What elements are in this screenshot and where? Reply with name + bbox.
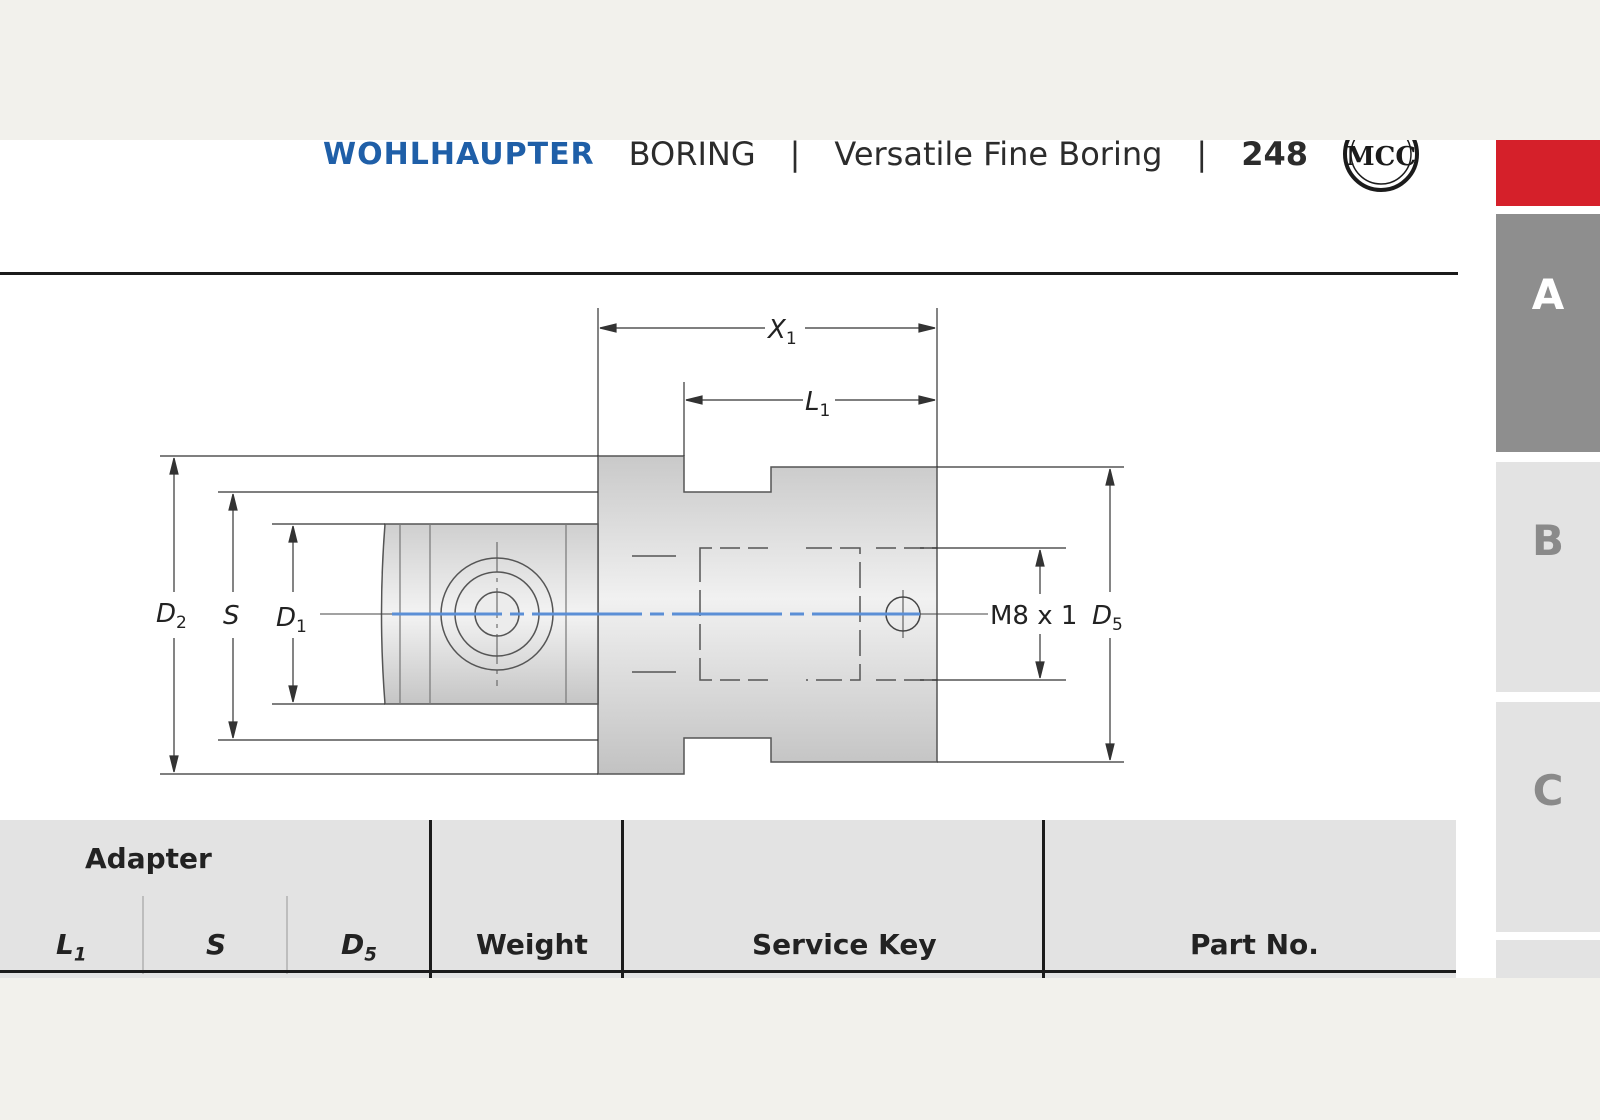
col-divider bbox=[142, 896, 144, 974]
svg-text:MCC: MCC bbox=[1345, 142, 1417, 172]
page-number: 248 bbox=[1241, 140, 1308, 173]
tab-accent[interactable] bbox=[1496, 140, 1600, 206]
col-divider bbox=[621, 820, 624, 978]
col-weight: Weight bbox=[476, 928, 588, 961]
label-d2: $D_2$ bbox=[156, 599, 187, 633]
col-divider bbox=[286, 896, 288, 974]
label-d1: $D_1$ bbox=[276, 603, 307, 637]
col-divider bbox=[429, 820, 432, 978]
label-thread: M8 x 1 bbox=[990, 601, 1078, 631]
tab-a[interactable]: A bbox=[1496, 214, 1600, 452]
spec-table-header bbox=[0, 820, 1456, 978]
catalog-page bbox=[0, 140, 1600, 978]
brand-name: WOHLHAUPTER bbox=[323, 140, 595, 172]
table-bottom-rule bbox=[0, 970, 1456, 973]
header-separator-2: | bbox=[1196, 140, 1208, 173]
col-d5: $D_5$ bbox=[341, 928, 377, 966]
section-title: BORING bbox=[628, 140, 756, 173]
section-subtitle: Versatile Fine Boring bbox=[834, 140, 1163, 173]
adapter-technical-drawing bbox=[0, 280, 1460, 820]
label-x1: $X_1$ bbox=[768, 315, 797, 349]
tab-c[interactable]: C bbox=[1496, 702, 1600, 932]
tab-b[interactable]: B bbox=[1496, 462, 1600, 692]
label-d5: $D_5$ bbox=[1092, 601, 1123, 635]
label-l1: $L_1$ bbox=[805, 387, 831, 421]
col-s: S bbox=[206, 928, 227, 961]
adapter-body bbox=[320, 456, 988, 774]
header-rule bbox=[0, 272, 1458, 275]
header-separator: | bbox=[789, 140, 801, 173]
col-service-key: Service Key bbox=[752, 928, 937, 961]
col-divider bbox=[1042, 820, 1045, 978]
col-group-adapter: Adapter bbox=[85, 842, 212, 875]
col-l1: $L_1$ bbox=[56, 928, 87, 966]
tab-d[interactable] bbox=[1496, 940, 1600, 978]
col-part-no: Part No. bbox=[1190, 928, 1319, 961]
section-tabs bbox=[1496, 140, 1600, 978]
label-s: S bbox=[223, 601, 240, 631]
page-header bbox=[0, 140, 1480, 184]
mcc-logo-icon bbox=[1342, 140, 1420, 193]
